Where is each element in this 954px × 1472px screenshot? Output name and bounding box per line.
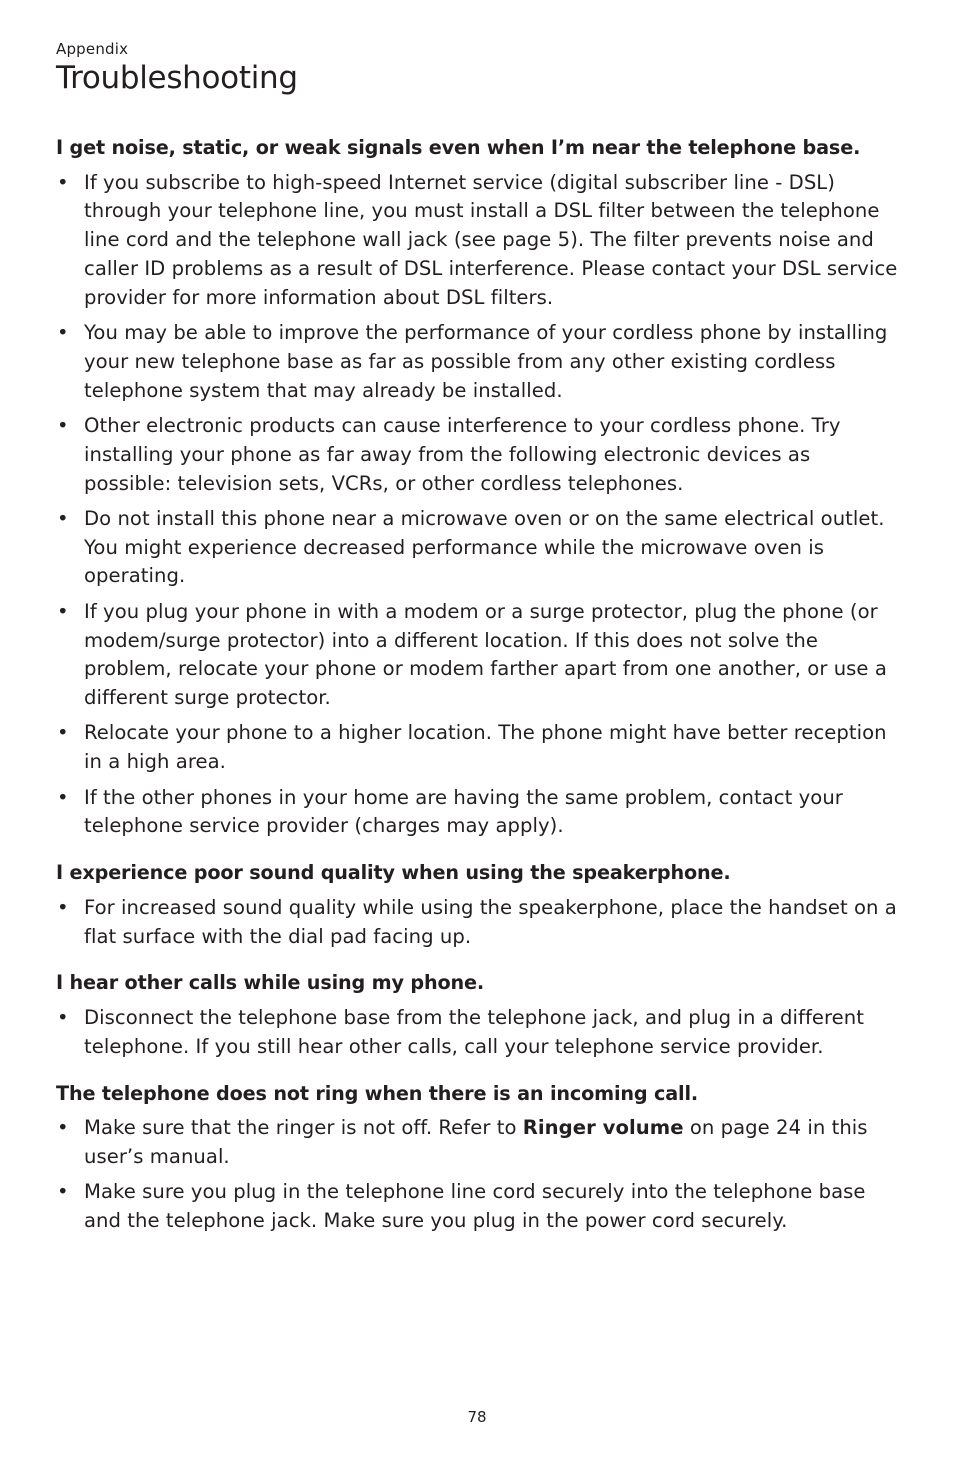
list-item — [56, 894, 898, 952]
bullet-icon: • — [57, 321, 69, 345]
bullet-icon: • — [57, 170, 69, 194]
list-item-text-after: on page 24 in this user’s manual. — [84, 1116, 868, 1168]
bullet-icon: • — [57, 721, 69, 745]
list-item-text: If the other phones in your home are having the same problem, contact your telephone service provider (charges may apply). — [84, 785, 843, 838]
bullet-icon: • — [57, 785, 69, 809]
page-title: Troubleshooting — [56, 60, 298, 96]
bullet-icon: • — [57, 1180, 69, 1204]
bullet-icon: • — [57, 1116, 69, 1140]
list-item-text: If you plug your phone in with a modem or a surge protector, plug the phone (or modem/surge protector) into a different location. If this does not solve the problem, relocate your phone or modem farther apart from one another, or use a different surge protector. — [84, 599, 887, 710]
list-item — [56, 319, 898, 405]
question-noise-static: I get noise, static, or weak signals even when I’m near the telephone base. — [56, 136, 861, 159]
list-item-text: You may be able to improve the performance of your cordless phone by installing your new telephone base as far as possible from any other existing cordless telephone system that may already be installed. — [84, 321, 888, 402]
troubleshooting-content — [56, 134, 898, 1242]
list-item — [56, 719, 898, 777]
answer-list-no-ring — [56, 1114, 898, 1236]
list-item — [56, 169, 898, 313]
list-item-text: If you subscribe to high-speed Internet service (digital subscriber line - DSL) through your telephone line, you must install a DSL filter between the telephone line cord and the telephone wall jack (see page 5). The filter prevents noise and caller ID problems as a result of DSL interference. Please contact your DSL service provider for more information about DSL filters. — [84, 170, 898, 309]
list-item-text: Do not install this phone near a microwave oven or on the same electrical outlet. You might experience decreased performance while the microwave oven is operating. — [84, 506, 885, 588]
answer-list-speakerphone — [56, 894, 898, 952]
question-speakerphone-quality: I experience poor sound quality when using the speakerphone. — [56, 861, 731, 885]
page-number: 78 — [467, 1408, 487, 1426]
list-item-text: Make sure you plug in the telephone line cord securely into the telephone base and the telephone jack. Make sure you plug in the power cord securely. — [84, 1180, 866, 1232]
section-label: Appendix — [56, 40, 129, 58]
question-no-ring: The telephone does not ring when there is an incoming call. — [56, 1081, 699, 1105]
list-item — [56, 505, 898, 591]
list-item — [56, 1178, 898, 1236]
list-item-text: Relocate your phone to a higher location. The phone might have better reception in a high area. — [84, 721, 887, 774]
answer-list-other-calls — [56, 1004, 898, 1062]
bullet-icon: • — [57, 599, 69, 623]
answer-list-noise-static — [56, 169, 898, 842]
list-item-text-before: Make sure that the ringer is not off. Refer to — [84, 1116, 523, 1140]
list-item — [56, 1004, 898, 1062]
list-item — [56, 412, 898, 498]
ringer-volume-reference: Ringer volume — [522, 1116, 684, 1140]
list-item-text: For increased sound quality while using the speakerphone, place the handset on a flat surface with the dial pad facing up. — [84, 895, 897, 948]
list-item-text: Disconnect the telephone base from the telephone jack, and plug in a different telephone. If you still hear other calls, call your telephone service provider. — [84, 1005, 864, 1058]
question-other-calls: I hear other calls while using my phone. — [56, 971, 485, 995]
bullet-icon: • — [57, 1005, 69, 1029]
list-item — [56, 1114, 898, 1172]
list-item-text: Other electronic products can cause interference to your cordless phone. Try installing your phone as far away from the following electronic devices as possible: television sets, VCRs, or other cordless telephones. — [84, 413, 841, 495]
bullet-icon: • — [57, 506, 69, 530]
bullet-icon: • — [57, 895, 69, 919]
list-item — [56, 784, 898, 842]
list-item — [56, 598, 898, 713]
bullet-icon: • — [57, 413, 69, 437]
